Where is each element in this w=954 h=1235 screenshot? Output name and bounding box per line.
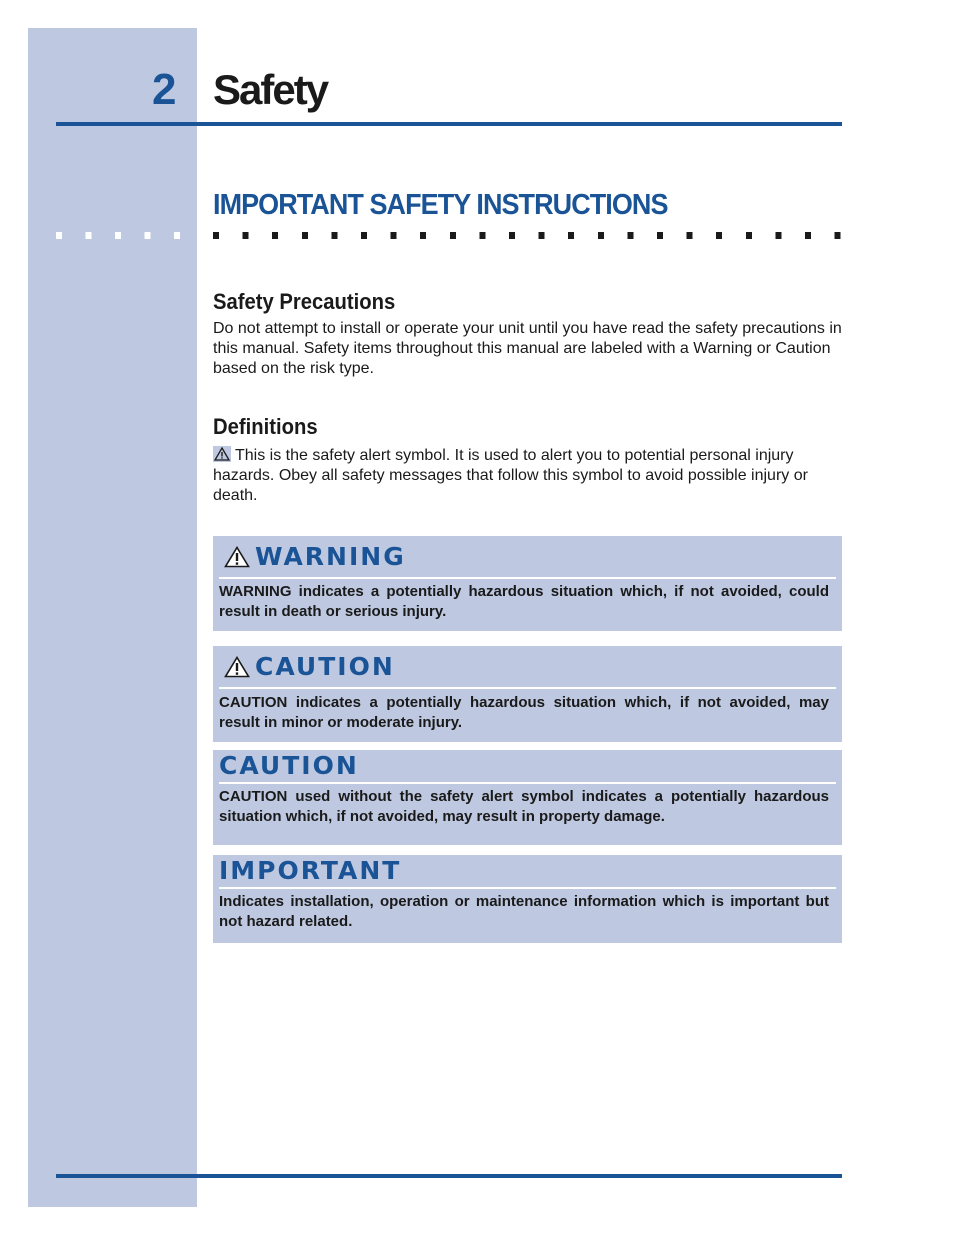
property-caution-label: CAUTION	[219, 751, 359, 780]
chapter-title: Safety	[213, 66, 328, 113]
caution-label: CAUTION	[255, 652, 395, 681]
warning-triangle-icon	[224, 656, 250, 678]
caution-divider	[219, 687, 836, 689]
definitions-text: This is the safety alert symbol. It is used to alert you to potential personal injury hazards. Obey all safety messages that follow this symbol to avoid possible injury or death.	[213, 447, 808, 504]
chapter-number: 2	[152, 65, 177, 114]
caution-text: CAUTION indicates a potentially hazardous situation which, if not avoided, may result in minor or moderate injury.	[219, 694, 829, 731]
top-rule	[56, 122, 842, 126]
warning-text: WARNING indicates a potentially hazardous situation which, if not avoided, could result in death or serious injury.	[219, 583, 829, 620]
warning-triangle-icon	[224, 546, 250, 568]
dot-divider-right	[213, 232, 843, 239]
precautions-text: Do not attempt to install or operate your unit until you have read the safety precautions in this manual. Safety items throughout this manual are labeled with a Warning or Caution based on the risk type.	[213, 320, 842, 377]
section-heading: IMPORTANT SAFETY INSTRUCTIONS	[213, 189, 668, 221]
warning-box	[213, 536, 842, 631]
caution-box	[213, 646, 842, 742]
dot-divider-left	[56, 232, 186, 239]
safety-alert-icon	[213, 446, 231, 462]
important-text: Indicates installation, operation or maintenance information which is important but not hazard related.	[219, 893, 829, 930]
bottom-rule	[56, 1174, 842, 1178]
warning-divider	[219, 577, 836, 579]
property-caution-text: CAUTION used without the safety alert symbol indicates a potentially hazardous situation which, if not avoided, may result in property damage.	[219, 788, 829, 825]
important-box	[213, 855, 842, 943]
property-caution-divider	[219, 782, 836, 784]
side-band	[28, 28, 197, 1207]
definitions-paragraph	[213, 446, 843, 506]
warning-label: WARNING	[255, 542, 406, 571]
definitions-heading: Definitions	[213, 414, 318, 439]
precautions-heading: Safety Precautions	[213, 289, 396, 314]
important-divider	[219, 887, 836, 889]
property-caution-box	[213, 750, 842, 845]
important-label: IMPORTANT	[219, 856, 402, 885]
